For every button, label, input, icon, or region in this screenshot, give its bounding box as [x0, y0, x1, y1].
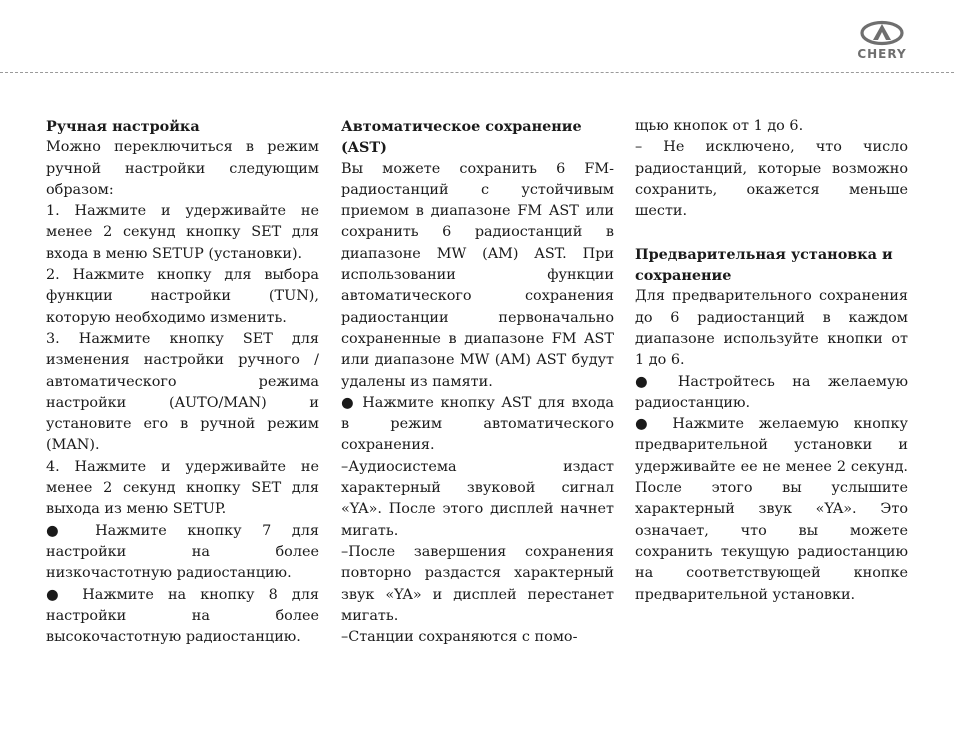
section-title-preset: Предварительная установка и сохранение — [635, 245, 893, 285]
paragraph: Для предварительного сохранения до 6 радиостанций в каждом диапазоне используйте кнопки от 1 до 6. — [635, 288, 908, 369]
paragraph: – Не исключено, что число радиостанций, которые возможно сохранить, окажется меньше шести. — [635, 139, 908, 220]
paragraph: –Станции сохраняются с помо- — [341, 629, 578, 646]
column-preset — [635, 116, 908, 606]
paragraph: щью кнопок от 1 до 6. — [635, 118, 804, 134]
paragraph: –Аудиосистема издаст характерный звуковой сигнал «YA». После этого дисплей начнет мигать. — [341, 458, 614, 539]
bullet-item: ● Нажмите кнопку 7 для настройки на более низкочастотную радиостанцию. — [46, 522, 319, 582]
paragraph: 3. Нажмите кнопку SET для изменения настройки ручного / автоматического режима настройки (AUTO/MAN) и установите его в ручной режим (MAN). — [46, 330, 319, 454]
logo-text: CHERY — [857, 47, 907, 61]
column-auto-store — [341, 116, 614, 648]
bullet-item: ● Нажмите кнопку AST для входа в режим автоматического сохранения. — [341, 394, 614, 454]
paragraph: Вы можете сохранить 6 FM-радиостанций с устойчивым приемом в диапазоне FM AST или сохранить 6 радиостанций в диапазоне MW (AM) AST. При использовании функции автоматического сохранения радиостанции первоначально сохраненные в диапазоне FM AST или диапазоне MW (AM) AST будут удалены из памяти. — [341, 160, 614, 390]
section-title-auto-store: Автоматическое сохранение (AST) — [341, 118, 582, 157]
paragraph: 4. Нажмите и удерживайте не менее 2 секунд кнопку SET для выхода из меню SETUP. — [46, 458, 319, 518]
bullet-item: ● Нажмите на кнопку 8 для настройки на более высокочастотную радиостанцию. — [46, 586, 319, 646]
spacer — [635, 222, 908, 243]
chery-logo-icon — [859, 20, 905, 46]
paragraph: 1. Нажмите и удерживайте не менее 2 секунд кнопку SET для входа в меню SETUP (установки). — [46, 203, 319, 262]
paragraph: –После завершения сохранения повторно раздастся характерный звук «YA» и дисплей перестанет мигать. — [341, 543, 614, 624]
header-dashed-rule — [0, 72, 954, 73]
bullet-item: ● Нажмите желаемую кнопку предварительной установки и удерживайте ее не менее 2 секунд. После этого вы услышите характерный звук «YA». Это означает, что вы можете сохранить текущую радиостанцию на соответствующей кнопке предварительной установки. — [635, 416, 908, 603]
paragraph: 2. Нажмите кнопку для выбора функции настройки (TUN), которую необходимо изменить. — [46, 267, 319, 326]
section-title-manual-tuning: Ручная настройка — [46, 118, 200, 135]
paragraph: Можно переключиться в режим ручной настройки следующим образом: — [46, 139, 319, 198]
brand-logo — [850, 20, 914, 66]
bullet-item: ● Настройтесь на желаемую радиостанцию. — [635, 373, 908, 411]
column-manual-tuning — [46, 116, 319, 648]
